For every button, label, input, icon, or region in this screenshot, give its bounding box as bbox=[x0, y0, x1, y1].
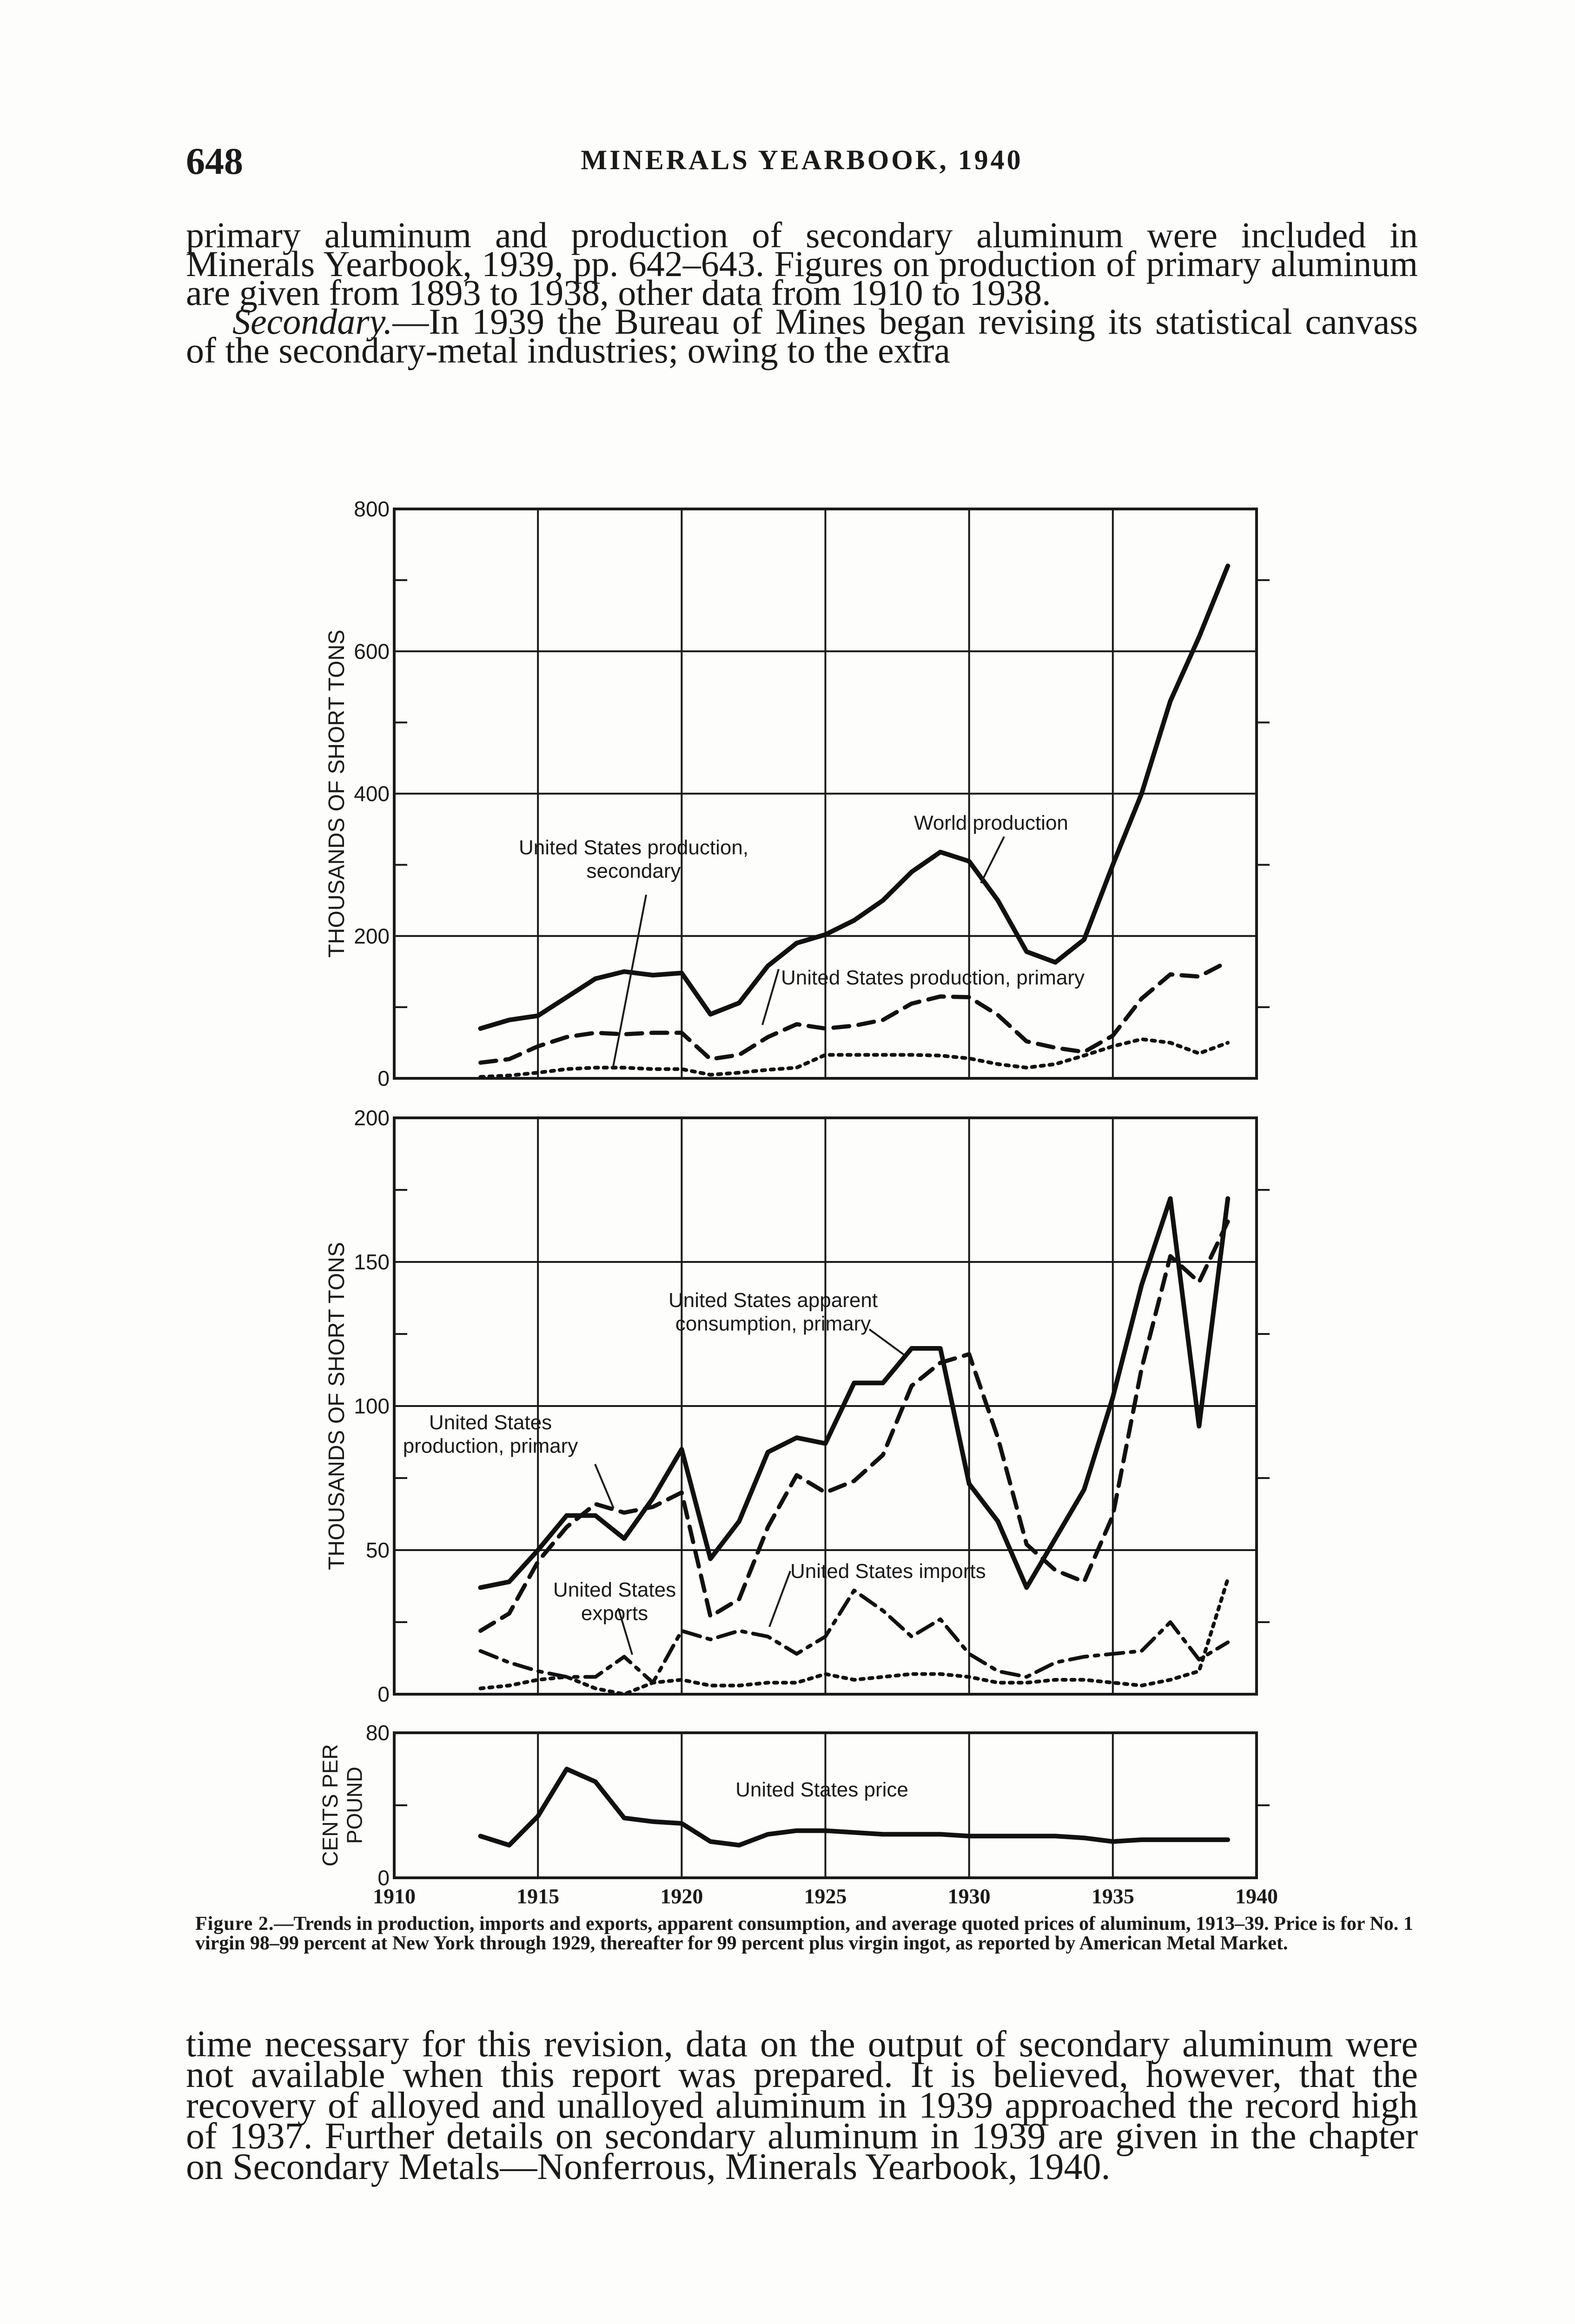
series-line-united-states-apparent-consumption-primary bbox=[481, 1199, 1228, 1588]
annotation-leader-line bbox=[981, 837, 1004, 883]
y-axis-label: CENTS PERPOUND bbox=[318, 1744, 367, 1867]
series-annotation: United States exports bbox=[553, 1578, 676, 1625]
series-annotation: United States price bbox=[735, 1778, 908, 1801]
y-tick-label: 600 bbox=[354, 639, 390, 664]
y-tick-label: 200 bbox=[354, 924, 390, 948]
y-tick-label: 80 bbox=[365, 1721, 390, 1745]
y-tick-label: 400 bbox=[354, 781, 390, 806]
x-tick-label: 1915 bbox=[516, 1884, 560, 1908]
annotation-leader-line bbox=[762, 969, 779, 1025]
running-head: MINERALS YEARBOOK, 1940 bbox=[581, 145, 1023, 175]
figure-caption-text: —Trends in production, imports and exports, apparent consumption, and average quoted prices of aluminum, 1913–39. Price is for No. 1 virgin 98–99 percent at New York through 1929, thereafter for 99 percent plus virgin ingot, as reported by American Metal Market. bbox=[195, 1913, 1413, 1954]
paragraph-2-lead: Secondary. bbox=[232, 301, 393, 342]
x-tick-label: 1935 bbox=[1091, 1884, 1134, 1908]
x-tick-label: 1930 bbox=[947, 1884, 991, 1908]
chart-panel-price bbox=[318, 1721, 1278, 1908]
body-text-bottom bbox=[186, 2024, 1418, 2187]
paragraph-3: time necessary for this revision, data on the output of secondary aluminum were not available when this report was prepared. It is believed, however, that the recovery of alloyed and unalloyed aluminum in 1939 approached the record high of 1937. Further details on secondary aluminum in 1939 are given in the chapter on Secondary Metals—Nonferrous, Minerals Yearbook, 1940. bbox=[186, 2024, 1418, 2187]
y-axis-label: THOUSANDS OF SHORT TONS bbox=[324, 1242, 349, 1570]
series-annotation: United States production, secondary bbox=[518, 836, 749, 883]
series-line-united-states-production-secondary bbox=[481, 1039, 1228, 1077]
figure-caption-label: Figure 2. bbox=[195, 1913, 274, 1934]
annotation-leader-line bbox=[595, 1464, 614, 1508]
series-annotation: United States imports bbox=[790, 1560, 986, 1583]
y-tick-label: 200 bbox=[354, 1106, 390, 1130]
chart-panel-consumption bbox=[324, 1106, 1270, 1706]
page-number: 648 bbox=[186, 140, 243, 182]
y-tick-label: 800 bbox=[354, 497, 390, 521]
y-tick-label: 0 bbox=[377, 1682, 390, 1706]
x-tick-label: 1940 bbox=[1235, 1884, 1278, 1908]
series-annotation: World production bbox=[914, 812, 1068, 834]
x-tick-label: 1925 bbox=[804, 1884, 847, 1908]
series-line-world-production bbox=[481, 566, 1228, 1029]
annotation-leader-line bbox=[769, 1571, 790, 1627]
figure-caption bbox=[195, 1914, 1413, 1953]
y-axis-label: THOUSANDS OF SHORT TONS bbox=[324, 629, 349, 958]
paragraph-1: primary aluminum and production of secondary aluminum were included in Minerals Yearbook, 1939, pp. 642–643. Figures on production of primary aluminum are given from 1893 to 1938, other data from 1910 to 1938. bbox=[186, 215, 1418, 313]
series-annotation: United States apparent consumption, primary bbox=[668, 1289, 878, 1335]
chart-panel-production bbox=[324, 497, 1270, 1090]
y-tick-label: 100 bbox=[354, 1394, 390, 1418]
y-tick-label: 0 bbox=[377, 1866, 390, 1890]
y-tick-label: 50 bbox=[365, 1538, 390, 1562]
annotation-leader-line bbox=[613, 895, 646, 1069]
x-tick-label: 1910 bbox=[373, 1884, 416, 1908]
series-annotation: United States production, primary bbox=[403, 1411, 578, 1458]
paragraph-2-rest: —In 1939 the Bureau of Mines began revising its statistical canvass of the secondary-metal industries; owing to the extra bbox=[186, 301, 1418, 370]
y-tick-label: 150 bbox=[354, 1250, 390, 1274]
annotation-leader-line bbox=[869, 1329, 904, 1355]
x-tick-label: 1920 bbox=[660, 1884, 703, 1908]
y-tick-label: 0 bbox=[377, 1066, 390, 1090]
series-annotation: United States production, primary bbox=[781, 966, 1085, 989]
